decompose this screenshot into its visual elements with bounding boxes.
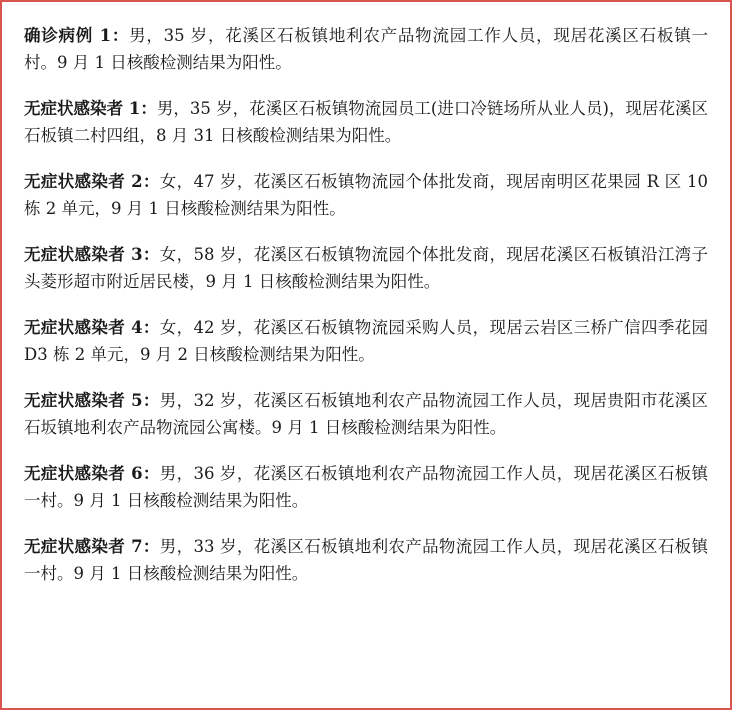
case-text: 女，47 岁，花溪区石板镇物流园个体批发商，现居南明区花果园 R 区 10 栋 2 单元，9 月 1 日核酸检测结果为阳性。 (24, 172, 708, 218)
case-paragraph (24, 95, 708, 149)
case-text: 男，35 岁，花溪区石板镇物流园员工(进口冷链场所从业人员)，现居花溪区石板镇二村四组，8 月 31 日核酸检测结果为阳性。 (24, 99, 708, 145)
case-text: 男，36 岁，花溪区石板镇地利农产品物流园工作人员，现居花溪区石板镇一村。9 月 1 日核酸检测结果为阳性。 (24, 464, 708, 510)
case-paragraph (24, 241, 708, 295)
case-paragraph (24, 314, 708, 368)
case-text: 男，33 岁，花溪区石板镇地利农产品物流园工作人员，现居花溪区石板镇一村。9 月 1 日核酸检测结果为阳性。 (24, 537, 708, 583)
case-label: 无症状感染者 2： (24, 172, 160, 191)
case-text: 女，42 岁，花溪区石板镇物流园采购人员，现居云岩区三桥广信四季花园 D3 栋 2 单元，9 月 2 日核酸检测结果为阳性。 (24, 318, 708, 364)
case-paragraph (24, 533, 708, 587)
case-paragraph (24, 22, 708, 76)
case-paragraph (24, 168, 708, 222)
case-label: 无症状感染者 5： (24, 391, 160, 410)
case-paragraph (24, 387, 708, 441)
case-label: 无症状感染者 6： (24, 464, 160, 483)
case-label: 无症状感染者 4： (24, 318, 160, 337)
case-label: 无症状感染者 7： (24, 537, 160, 556)
case-text: 女，58 岁，花溪区石板镇物流园个体批发商，现居花溪区石板镇沿江湾子头菱形超市附近居民楼，9 月 1 日核酸检测结果为阳性。 (24, 245, 708, 291)
case-label: 无症状感染者 3： (24, 245, 160, 264)
case-label: 确诊病例 1： (24, 26, 130, 45)
case-text: 男，32 岁，花溪区石板镇地利农产品物流园工作人员，现居贵阳市花溪区石坂镇地利农产品物流园公寓楼。9 月 1 日核酸检测结果为阳性。 (24, 391, 708, 437)
case-paragraph (24, 460, 708, 514)
case-label: 无症状感染者 1： (24, 99, 157, 118)
case-text: 男，35 岁，花溪区石板镇地利农产品物流园工作人员，现居花溪区石板镇一村。9 月 1 日核酸检测结果为阳性。 (24, 26, 708, 72)
